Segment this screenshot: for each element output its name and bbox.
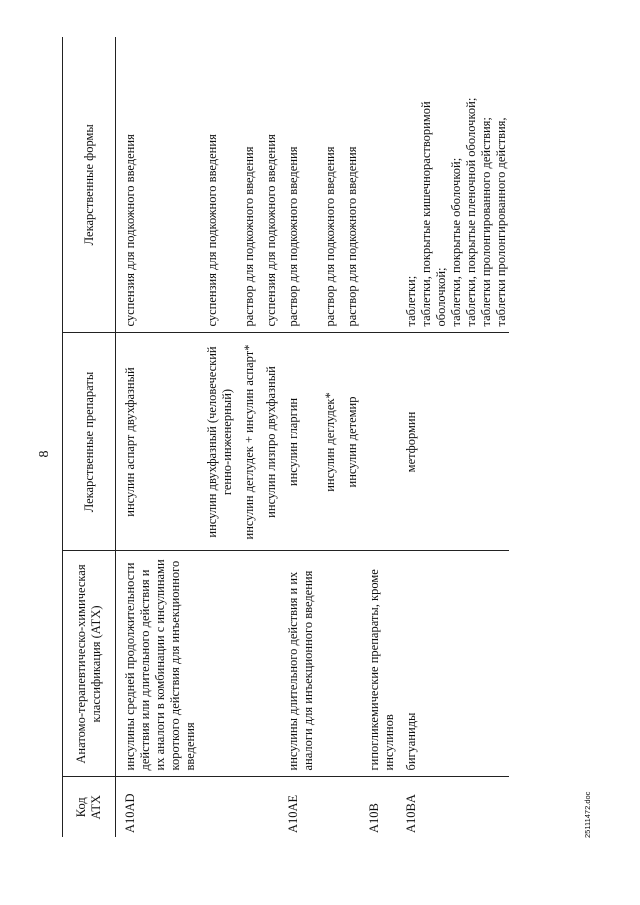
drug-name: инсулин аспарт двухфазный (116, 333, 199, 551)
drug-name: инсулин гларгин (279, 333, 316, 551)
table-row (198, 37, 235, 837)
dosage-form: раствор для подкожного введения (242, 146, 256, 327)
table-row (235, 37, 257, 837)
table-row (397, 37, 509, 837)
header-drugs: Лекарственные препараты (63, 333, 116, 551)
header-code: Код АТХ (63, 777, 116, 837)
drug-name: инсулин деглудек + инсулин аспарт* (235, 333, 257, 551)
table-body (116, 37, 510, 837)
dosage-form-line: таблетки, покрытые пленочной оболочкой; (464, 97, 478, 327)
table-header (63, 37, 116, 837)
dosage-form-line: таблетки, покрытые оболочкой; (449, 157, 463, 327)
atx-classification: инсулины длительного действия и их аналоги для инъекционного введения (279, 551, 316, 777)
drug-name: инсулин детемир (338, 333, 360, 551)
dosage-form-list (397, 37, 509, 333)
dosage-form-line: таблетки пролонгированного действия; (479, 117, 493, 327)
table-row (257, 37, 279, 837)
dosage-form: суспензия для подкожного введения (123, 134, 137, 327)
table-row (360, 37, 397, 837)
dosage-form: раствор для подкожного введения (323, 146, 337, 327)
drug-name: инсулин деглудек* (316, 333, 338, 551)
atx-classification: инсулины средней продолжительности действия или длительного действия и их аналоги в комбинации с инсулинами короткого действия для инъекционного введения (116, 551, 199, 777)
atx-code: A10B (360, 777, 397, 837)
drug-name: инсулин двухфазный (человеческий генно-инженерный) (198, 333, 235, 551)
atx-code: A10BA (397, 777, 509, 837)
atx-classification: гипогликемические препараты, кроме инсулинов (360, 551, 397, 777)
table-row (316, 37, 338, 837)
table-row (279, 37, 316, 837)
page-number: 8 (37, 450, 52, 458)
atx-classification: бигуаниды (397, 551, 509, 777)
document-id-footer: 25111472.doc (583, 791, 592, 838)
header-row (63, 37, 116, 837)
table-row (116, 37, 199, 837)
header-forms: Лекарственные формы (63, 37, 116, 333)
dosage-form: суспензия для подкожного введения (205, 134, 219, 327)
atx-code: A10AE (279, 777, 316, 837)
dosage-form: раствор для подкожного введения (345, 146, 359, 327)
atx-drug-table (62, 37, 509, 837)
dosage-form: раствор для подкожного введения (286, 146, 300, 327)
dosage-form-line: таблетки; (404, 275, 418, 327)
dosage-form-line: таблетки пролонгированного действия, (494, 117, 508, 327)
dosage-form-line: таблетки, покрытые кишечнорастворимой оболочкой; (419, 101, 448, 327)
dosage-form: суспензия для подкожного введения (264, 134, 278, 327)
drug-name: инсулин лизпро двухфазный (257, 333, 279, 551)
header-classification: Анатомо-терапевтическо-химическая классификация (АТХ) (63, 551, 116, 777)
atx-code: A10AD (116, 777, 199, 837)
table-row (338, 37, 360, 837)
rotated-page-content (62, 37, 622, 837)
drug-name: метформин (397, 333, 509, 551)
